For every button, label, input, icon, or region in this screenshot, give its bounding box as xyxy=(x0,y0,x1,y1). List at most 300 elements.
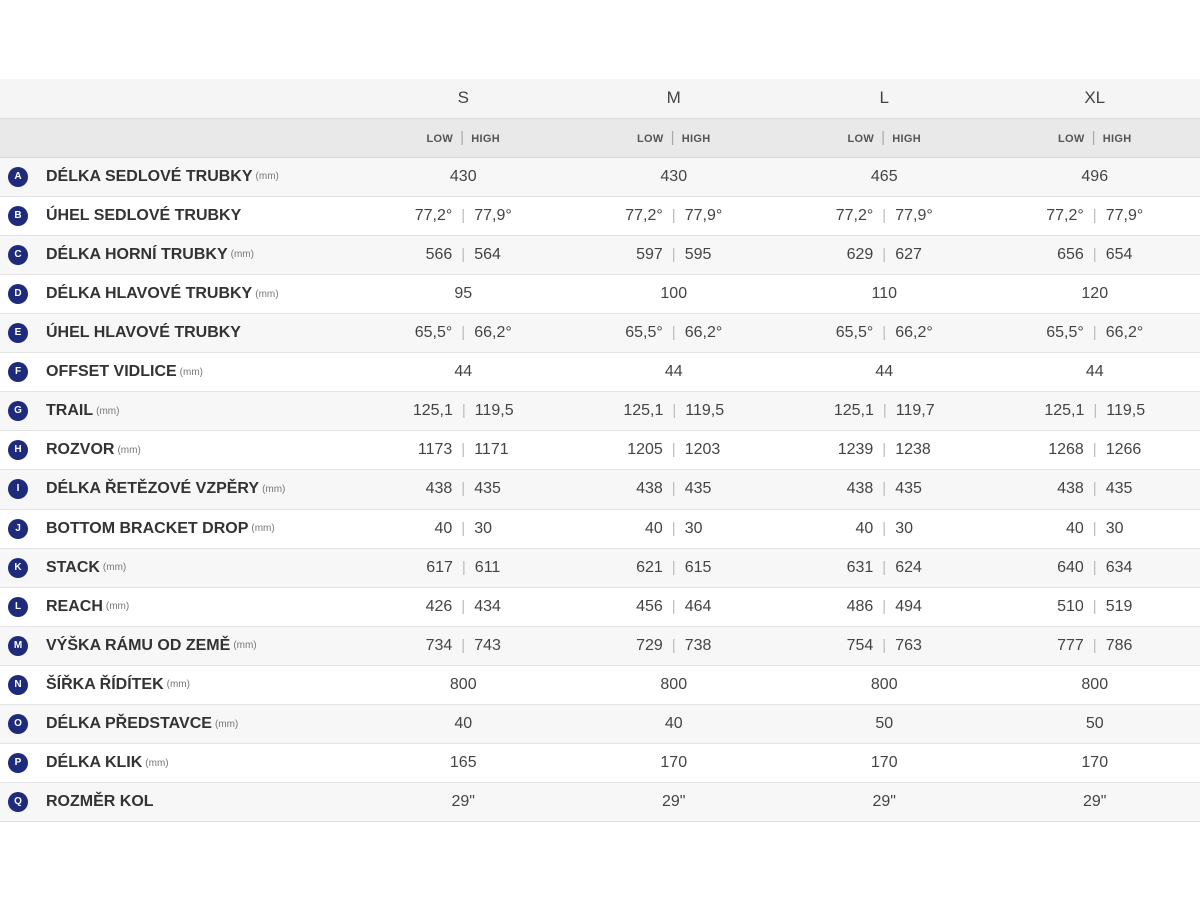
value: 29" xyxy=(1083,793,1107,811)
low-value: 1268 xyxy=(1048,441,1084,459)
value: 95 xyxy=(454,285,473,303)
high-value: 1266 xyxy=(1105,441,1142,459)
value-cell-m xyxy=(569,274,780,313)
high-value: 30 xyxy=(474,519,492,537)
value-cell-l xyxy=(779,392,990,431)
value-cell-l xyxy=(779,235,990,274)
value-cell-s xyxy=(358,157,569,196)
low-value: 617 xyxy=(426,558,453,576)
letter-badge: A xyxy=(8,167,28,187)
value: 29" xyxy=(451,793,475,811)
parameter-name: ROZMĚR KOL xyxy=(46,793,154,811)
value: 40 xyxy=(664,715,683,733)
value-cell-m xyxy=(569,783,780,822)
value-cell-xl xyxy=(990,744,1200,783)
unit-label: (mm) xyxy=(96,405,120,417)
value-cell-m xyxy=(569,626,780,665)
value-cell-s xyxy=(358,392,569,431)
letter-badge: J xyxy=(8,519,28,539)
value-cell-l xyxy=(779,665,990,704)
separator: | xyxy=(671,519,676,537)
letter-badge: H xyxy=(8,440,28,460)
parameter-name: BOTTOM BRACKET DROP xyxy=(46,519,249,537)
value-cell-l xyxy=(779,314,990,353)
high-value: 564 xyxy=(474,245,501,263)
unit-label: (mm) xyxy=(255,171,279,183)
table-row xyxy=(0,705,1200,744)
table-row xyxy=(0,157,1200,196)
parameter-label-cell xyxy=(0,235,358,274)
separator: | xyxy=(882,206,887,224)
value-cell-m xyxy=(569,431,780,470)
high-value: 634 xyxy=(1105,558,1133,576)
high-value: 1203 xyxy=(684,441,721,459)
unit-label: (mm) xyxy=(255,288,279,300)
high-label: HIGH xyxy=(892,133,921,146)
low-value: 65,5° xyxy=(625,324,663,342)
value-cell-m xyxy=(569,353,780,392)
table-row xyxy=(0,548,1200,587)
low-value: 729 xyxy=(636,636,663,654)
low-value: 631 xyxy=(846,558,874,576)
high-value: 30 xyxy=(684,519,703,537)
high-value: 738 xyxy=(684,636,712,654)
letter-badge: F xyxy=(8,362,28,382)
value-cell-xl xyxy=(990,587,1200,626)
value-cell-xl xyxy=(990,196,1200,235)
high-value: 77,9° xyxy=(895,206,933,224)
low-value: 125,1 xyxy=(833,402,874,420)
low-value: 566 xyxy=(425,245,453,263)
low-label: LOW xyxy=(426,133,454,146)
unit-label: (mm) xyxy=(214,718,239,730)
separator: | xyxy=(1092,441,1097,459)
high-value: 66,2° xyxy=(1105,324,1144,342)
unit-label: (mm) xyxy=(102,562,127,574)
value: 100 xyxy=(660,285,688,303)
value-cell-l xyxy=(779,274,990,313)
low-value: 621 xyxy=(636,558,663,576)
value-cell-xl xyxy=(990,665,1200,704)
table-row xyxy=(0,587,1200,626)
value: 800 xyxy=(1081,675,1109,693)
value: 165 xyxy=(449,754,477,772)
value-cell-s xyxy=(358,431,569,470)
parameter-name: ÚHEL SEDLOVÉ TRUBKY xyxy=(46,206,242,224)
separator: | xyxy=(461,597,466,615)
value: 800 xyxy=(449,675,477,693)
letter-badge: G xyxy=(8,401,28,421)
geometry-table xyxy=(0,79,1200,822)
low-high-label xyxy=(569,118,780,157)
parameter-label-cell xyxy=(0,314,358,353)
value-cell-m xyxy=(569,665,780,704)
unit-label: (mm) xyxy=(233,640,257,652)
separator: | xyxy=(882,558,887,576)
high-value: 119,5 xyxy=(685,402,725,420)
value: 110 xyxy=(871,285,897,303)
letter-badge: L xyxy=(8,597,28,617)
value-cell-s xyxy=(358,470,569,509)
subheader-empty-cell xyxy=(0,118,358,157)
high-value: 119,5 xyxy=(1106,402,1146,420)
value-cell-xl xyxy=(990,626,1200,665)
value-cell-xl xyxy=(990,274,1200,313)
value-cell-s xyxy=(358,548,569,587)
value-cell-m xyxy=(569,157,780,196)
low-value: 40 xyxy=(645,519,663,537)
high-value: 119,5 xyxy=(474,402,514,420)
low-value: 597 xyxy=(636,245,663,263)
geometry-table-body xyxy=(0,157,1200,822)
low-value: 77,2° xyxy=(835,206,874,224)
table-row xyxy=(0,235,1200,274)
table-row xyxy=(0,626,1200,665)
separator: | xyxy=(671,441,676,459)
value-cell-l xyxy=(779,626,990,665)
value-cell-m xyxy=(569,196,780,235)
value-cell-xl xyxy=(990,509,1200,548)
value-cell-l xyxy=(779,157,990,196)
unit-label: (mm) xyxy=(262,483,286,495)
value-cell-s xyxy=(358,783,569,822)
separator: | xyxy=(461,636,466,654)
value-cell-s xyxy=(358,705,569,744)
value-cell-l xyxy=(779,744,990,783)
high-value: 435 xyxy=(895,480,922,498)
value: 496 xyxy=(1081,167,1109,185)
separator: | xyxy=(671,480,676,498)
low-value: 777 xyxy=(1057,636,1084,654)
separator: | xyxy=(1092,597,1097,615)
table-row xyxy=(0,509,1200,548)
low-value: 65,5° xyxy=(835,324,874,342)
separator: | xyxy=(461,480,466,498)
separator: | xyxy=(1093,402,1098,420)
table-row xyxy=(0,196,1200,235)
parameter-name: DÉLKA ŘETĚZOVÉ VZPĚRY xyxy=(46,480,260,498)
value: 465 xyxy=(870,167,898,185)
parameter-label-cell xyxy=(0,783,358,822)
table-row xyxy=(0,744,1200,783)
value-cell-s xyxy=(358,587,569,626)
unit-label: (mm) xyxy=(145,757,169,769)
letter-badge: N xyxy=(8,675,28,695)
unit-label: (mm) xyxy=(166,679,190,691)
parameter-name: ÚHEL HLAVOVÉ TRUBKY xyxy=(46,324,241,342)
value-cell-s xyxy=(358,744,569,783)
value-cell-l xyxy=(779,196,990,235)
low-value: 125,1 xyxy=(1044,402,1085,420)
value: 430 xyxy=(449,167,477,185)
high-value: 66,2° xyxy=(474,324,512,342)
value: 40 xyxy=(454,715,473,733)
table-row xyxy=(0,431,1200,470)
value-cell-s xyxy=(358,235,569,274)
high-value: 434 xyxy=(474,597,501,615)
value-cell-xl xyxy=(990,235,1200,274)
value-cell-s xyxy=(358,196,569,235)
value: 29" xyxy=(872,793,896,811)
parameter-label-cell xyxy=(0,665,358,704)
value: 430 xyxy=(660,167,688,185)
parameter-label-cell xyxy=(0,157,358,196)
letter-badge: M xyxy=(8,636,28,656)
value: 44 xyxy=(664,363,683,381)
value-cell-s xyxy=(358,314,569,353)
low-high-label xyxy=(779,118,990,157)
value-cell-s xyxy=(358,626,569,665)
value: 44 xyxy=(875,363,894,381)
separator: | xyxy=(882,245,887,263)
separator: | xyxy=(882,324,887,342)
high-label: HIGH xyxy=(471,133,500,146)
high-value: 77,9° xyxy=(684,206,723,224)
value: 800 xyxy=(660,675,688,693)
parameter-name: DÉLKA KLIK xyxy=(46,754,143,772)
separator: | xyxy=(882,636,887,654)
value-cell-xl xyxy=(990,548,1200,587)
value: 800 xyxy=(870,675,898,693)
value: 29" xyxy=(662,793,686,811)
value-cell-m xyxy=(569,509,780,548)
parameter-name: ŠÍŘKA ŘÍDÍTEK xyxy=(46,675,164,693)
separator: | xyxy=(671,558,676,576)
low-label: LOW xyxy=(847,133,875,146)
high-value: 595 xyxy=(684,245,712,263)
separator: | xyxy=(882,597,887,615)
letter-badge: I xyxy=(8,479,28,499)
value-cell-xl xyxy=(990,353,1200,392)
value-cell-l xyxy=(779,705,990,744)
parameter-name: DÉLKA HORNÍ TRUBKY xyxy=(46,245,228,263)
header-empty-cell xyxy=(0,79,358,118)
separator: | xyxy=(671,597,676,615)
high-value: 611 xyxy=(474,558,501,576)
parameter-name: ROZVOR xyxy=(46,441,115,459)
table-row xyxy=(0,274,1200,313)
value-cell-xl xyxy=(990,157,1200,196)
parameter-label-cell xyxy=(0,392,358,431)
value: 50 xyxy=(1085,715,1104,733)
low-value: 438 xyxy=(846,480,874,498)
low-label: LOW xyxy=(637,133,664,146)
unit-label: (mm) xyxy=(105,601,130,613)
low-high-label xyxy=(990,118,1200,157)
separator: | xyxy=(672,402,677,420)
letter-badge: B xyxy=(8,206,28,226)
separator: | xyxy=(461,402,466,420)
letter-badge: D xyxy=(8,284,28,304)
value-cell-xl xyxy=(990,392,1200,431)
letter-badge: Q xyxy=(8,792,28,812)
value-cell-s xyxy=(358,509,569,548)
low-value: 438 xyxy=(636,480,663,498)
value-cell-m xyxy=(569,744,780,783)
separator: | xyxy=(1092,206,1097,224)
parameter-label-cell xyxy=(0,548,358,587)
parameter-name: REACH xyxy=(46,597,103,615)
value-cell-l xyxy=(779,431,990,470)
separator: | xyxy=(882,519,887,537)
low-high-label xyxy=(358,118,569,157)
parameter-label-cell xyxy=(0,196,358,235)
parameter-label-cell xyxy=(0,431,358,470)
parameter-name: DÉLKA PŘEDSTAVCE xyxy=(46,715,212,733)
low-value: 640 xyxy=(1057,558,1084,576)
low-value: 438 xyxy=(1057,480,1084,498)
high-value: 119,7 xyxy=(895,402,935,420)
value-cell-l xyxy=(779,353,990,392)
table-row xyxy=(0,314,1200,353)
parameter-label-cell xyxy=(0,470,358,509)
value-cell-l xyxy=(779,470,990,509)
value-cell-m xyxy=(569,314,780,353)
low-value: 426 xyxy=(425,597,453,615)
high-value: 615 xyxy=(684,558,712,576)
value-cell-m xyxy=(569,587,780,626)
table-bottom-divider xyxy=(0,821,1200,822)
low-value: 77,2° xyxy=(1046,206,1084,224)
value-cell-m xyxy=(569,548,780,587)
separator: | xyxy=(882,480,887,498)
value-cell-xl xyxy=(990,431,1200,470)
separator: | xyxy=(671,324,676,342)
separator: | xyxy=(1091,129,1096,147)
letter-badge: C xyxy=(8,245,28,265)
value-cell-xl xyxy=(990,705,1200,744)
parameter-name: DÉLKA HLAVOVÉ TRUBKY xyxy=(46,285,253,303)
unit-label: (mm) xyxy=(117,444,141,456)
separator: | xyxy=(1092,245,1097,263)
table-row xyxy=(0,353,1200,392)
high-value: 77,9° xyxy=(474,206,512,224)
letter-badge: O xyxy=(8,714,28,734)
high-value: 654 xyxy=(1105,245,1133,263)
value-cell-l xyxy=(779,548,990,587)
separator: | xyxy=(1092,519,1097,537)
high-value: 1171 xyxy=(474,441,509,459)
low-value: 65,5° xyxy=(1046,324,1084,342)
value: 120 xyxy=(1081,285,1109,303)
size-header-s: S xyxy=(358,79,569,118)
high-value: 624 xyxy=(895,558,922,576)
parameter-name: TRAIL xyxy=(46,402,94,420)
parameter-label-cell xyxy=(0,274,358,313)
high-value: 77,9° xyxy=(1105,206,1144,224)
low-value: 656 xyxy=(1057,245,1084,263)
low-label: LOW xyxy=(1058,133,1085,146)
low-value: 510 xyxy=(1057,597,1084,615)
low-value: 125,1 xyxy=(412,402,453,420)
separator: | xyxy=(461,245,466,263)
separator: | xyxy=(882,402,887,420)
high-value: 30 xyxy=(1105,519,1124,537)
value-cell-l xyxy=(779,587,990,626)
high-value: 627 xyxy=(895,245,922,263)
high-value: 66,2° xyxy=(895,324,933,342)
low-value: 1173 xyxy=(417,441,453,459)
value-cell-xl xyxy=(990,470,1200,509)
parameter-name: OFFSET VIDLICE xyxy=(46,363,177,381)
low-value: 486 xyxy=(846,597,874,615)
high-value: 519 xyxy=(1105,597,1133,615)
value-cell-l xyxy=(779,509,990,548)
low-value: 1239 xyxy=(837,441,874,459)
low-value: 754 xyxy=(846,636,874,654)
high-value: 464 xyxy=(684,597,712,615)
value: 44 xyxy=(1085,363,1104,381)
high-value: 763 xyxy=(895,636,922,654)
separator: | xyxy=(461,206,466,224)
value-cell-m xyxy=(569,470,780,509)
separator: | xyxy=(671,636,676,654)
value: 44 xyxy=(454,363,473,381)
value-cell-s xyxy=(358,665,569,704)
size-header-m: M xyxy=(569,79,780,118)
value-cell-xl xyxy=(990,783,1200,822)
high-value: 30 xyxy=(895,519,913,537)
unit-label: (mm) xyxy=(230,249,254,261)
size-header-l: L xyxy=(779,79,990,118)
high-label: HIGH xyxy=(681,133,711,146)
separator: | xyxy=(461,519,466,537)
table-row xyxy=(0,665,1200,704)
high-value: 66,2° xyxy=(684,324,723,342)
separator: | xyxy=(1092,480,1097,498)
high-label: HIGH xyxy=(1102,133,1132,146)
separator: | xyxy=(881,129,886,147)
separator: | xyxy=(671,245,676,263)
separator: | xyxy=(670,129,675,147)
separator: | xyxy=(1092,558,1097,576)
letter-badge: K xyxy=(8,558,28,578)
value: 170 xyxy=(660,754,688,772)
letter-badge: E xyxy=(8,323,28,343)
low-value: 77,2° xyxy=(414,206,453,224)
value-cell-s xyxy=(358,274,569,313)
low-value: 1205 xyxy=(627,441,663,459)
parameter-label-cell xyxy=(0,705,358,744)
unit-label: (mm) xyxy=(179,366,203,378)
separator: | xyxy=(671,206,676,224)
low-value: 40 xyxy=(434,519,453,537)
size-header-xl: XL xyxy=(990,79,1200,118)
unit-label: (mm) xyxy=(251,523,275,535)
parameter-name: VÝŠKA RÁMU OD ZEMĚ xyxy=(46,636,231,654)
high-value: 435 xyxy=(684,480,712,498)
low-value: 40 xyxy=(855,519,874,537)
value: 170 xyxy=(1081,754,1109,772)
value-cell-m xyxy=(569,705,780,744)
parameter-label-cell xyxy=(0,509,358,548)
separator: | xyxy=(461,441,466,459)
low-value: 40 xyxy=(1066,519,1084,537)
value-cell-m xyxy=(569,392,780,431)
value: 170 xyxy=(870,754,898,772)
low-value: 734 xyxy=(425,636,453,654)
high-value: 743 xyxy=(474,636,501,654)
parameter-name: DÉLKA SEDLOVÉ TRUBKY xyxy=(46,167,253,185)
low-value: 77,2° xyxy=(625,206,663,224)
table-row xyxy=(0,783,1200,822)
high-value: 786 xyxy=(1105,636,1133,654)
value: 50 xyxy=(875,715,894,733)
separator: | xyxy=(1092,636,1097,654)
separator: | xyxy=(882,441,887,459)
letter-badge: P xyxy=(8,753,28,773)
parameter-name: STACK xyxy=(46,558,100,576)
